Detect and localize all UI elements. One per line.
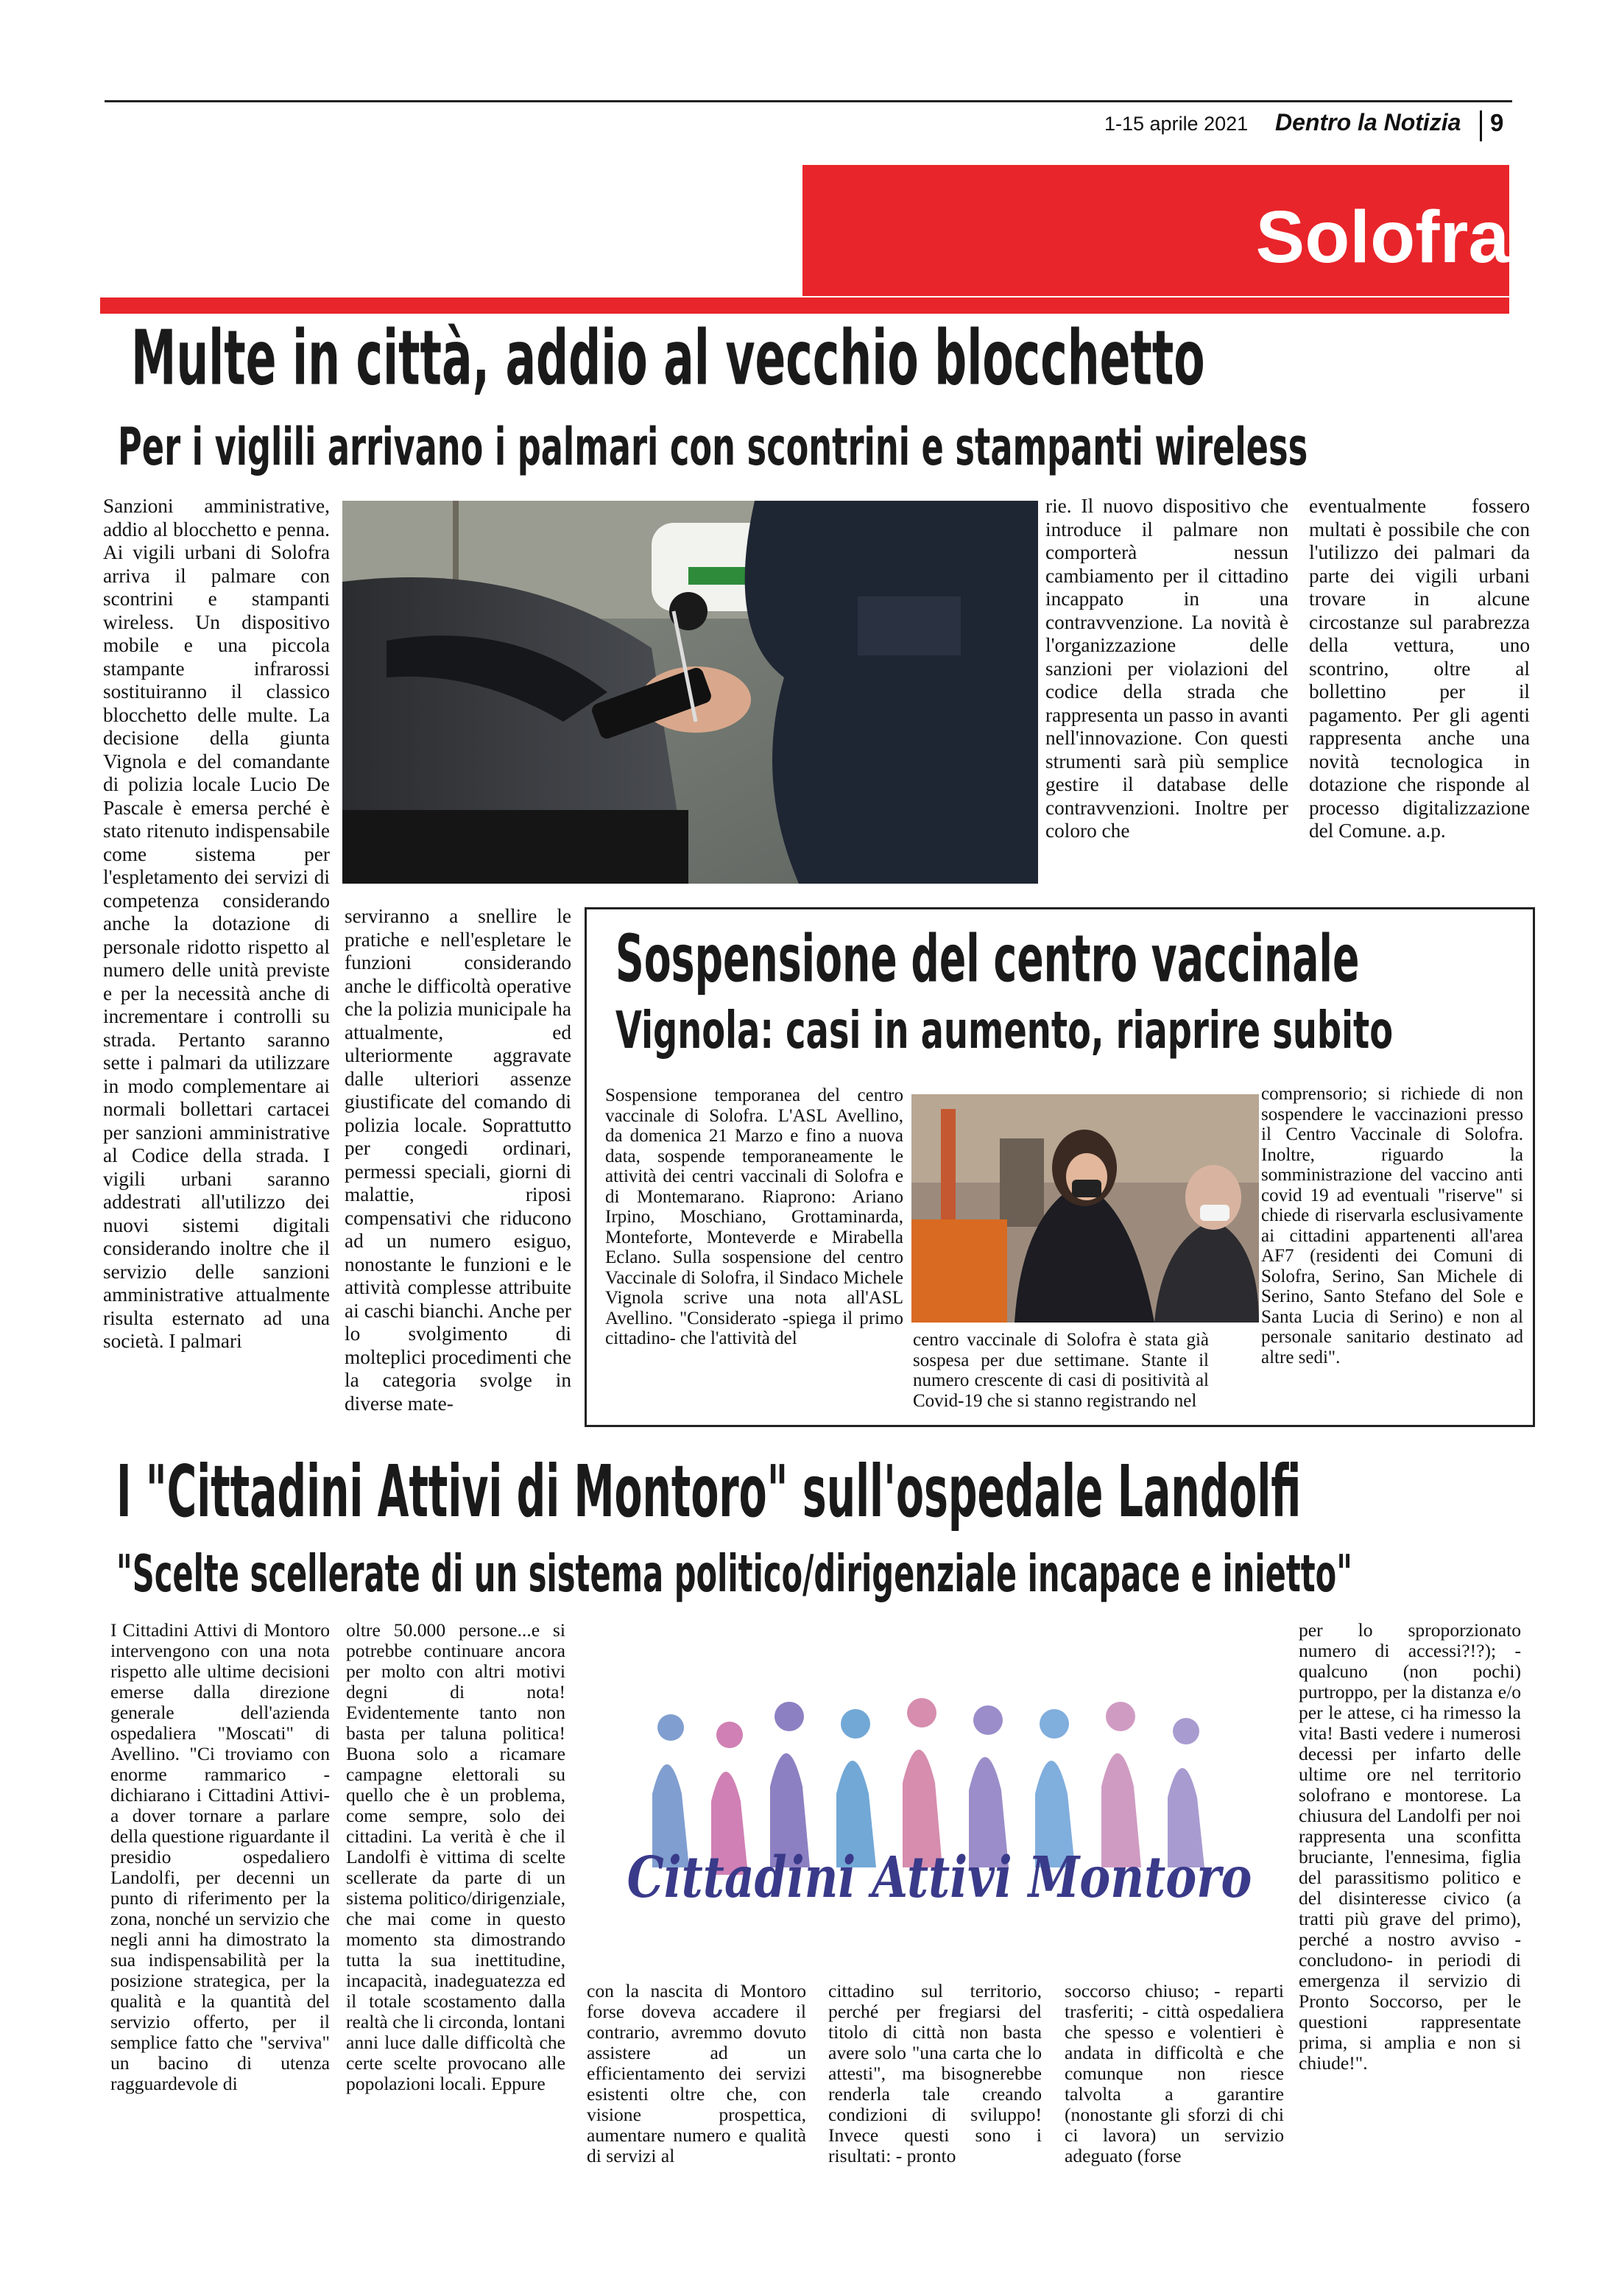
article2-column-1: Sospensione temporanea del centro vaccinale di Solofra. L'ASL Avellino, da domenica 21 Marzo e fino a nuova data, sospende temporaneamente le attività dei centri vaccinali di Solofra e di Montemarano. Riaprono: Ariano Irpino, Moschiano, Grottaminarda, Monteforte, Monteverde e Mirabella Eclano. Sulla sospensione del centro Vaccinale di Solofra, il Sindaco Michele Vignola scrive una nota all'ASL Avellino. "Considerato -spiega il primo cittadino- che l'attività del [605,1085,903,1348]
section-title: Solofra [1255,196,1509,278]
newspaper-name: Dentro la Notizia [1275,109,1461,135]
header-rule [105,100,1512,102]
article1-column-1: Sanzioni amministrative, addio al blocchetto e penna. Ai vigili urbani di Solofra arriva il palmare con scontrini e stampanti wireless. Un dispositivo mobile e una piccola stampante infrarossi sostituiranno il classico blocchetto delle multe. La decisione della giunta Vignola e del comandante di polizia locale Lucio De Pascale è emersa perché è stato ritenuto indispensabile come sistema per l'espletamento dei servizi di competenza considerando anche la dotazione di personale ridotto rispetto al numero delle unità previste e per la necessità anche di incrementare i controlli su strada. Pertanto saranno sette i palmari da utilizzare in modo complementare ai normali bollettari cartacei per sanzioni amministrative al Codice della strada. I vigili urbani saranno addestrati all'utilizzo dei nuovi sistemi digitali considerando inoltre che il servizio delle sanzioni amministrative attualmente risulta esternato ad una società. I palmari [103,495,330,1352]
article1-column-2: serviranno a snellire le pratiche e nell'espletare le funzioni considerando anche le difficoltà operative che la polizia municipale ha attualmente, ed ulteriormente aggravate dalle ulteriori assenze giustificate del comando di polizia locale. Soprattutto per congedi ordinari, permessi speciali, giorni di malattie, riposi compensativi che riducono ad un numero esiguo, nonostante le funzioni e le attività complesse attribuite ai caschi bianchi. Anche per lo svolgimento di molteplici procedimenti che la categoria svolge in diverse mate- [345,905,571,1415]
article1-subtitle: Per i viglili arrivano i palmari con scontrini e stampanti wireless [118,417,1308,478]
article2-title: Sospensione del centro vaccinale [615,922,1360,998]
article2-photo [911,1094,1259,1323]
article1-column-3: rie. Il nuovo dispositivo che introduce il palmare non comporterà nessun cambiamento per il cittadino incappato in una contravvenzione. La novità è l'organizzazione delle sanzioni per violazioni del codice della strada che rappresenta un passo in avanti nell'innovazione. Con questi strumenti sarà più semplice gestire il database delle contravvenzioni. Inoltre per coloro che [1045,495,1288,842]
article1-title: Multe in città, addio al vecchio blocchetto [131,315,1205,403]
article3-column-2: oltre 50.000 persone...e si potrebbe continuare ancora per molto con altri motivi degni di nota! Evidentemente tanto non basta per taluna politica! Buona solo a ricamare campagne elettorali su quello che è un problema, come sempre, solo dei cittadini. La verità è che il Landolfi è vittima di scelte scellerate da parte di un sistema politico/dirigenziale, che mai come in questo momento sta dimostrando tutta la sua inettitudine, incapacità, inadeguatezza ed il totale scostamento dalla realtà che li circonda, lontani anni luce dalle difficoltà che certe scelte provocano alle popolazioni locali. Eppure [346,1619,565,2094]
section-rule [100,297,1509,314]
article1-photo [342,501,1038,884]
issue-date: 1-15 aprile 2021 [1104,113,1249,135]
logo-text: Cittadini Attivi Montoro [627,1843,1252,1911]
article3-column-1: I Cittadini Attivi di Montoro intervengono con una nota rispetto alle ultime decisioni emerse dalla direzione generale dell'azienda ospedaliera "Moscati" di Avellino. "Ci troviamo con enorme rammarico -dichiarano i Cittadini Attivi- a dover tornare a parlare della questione riguardante il presidio ospedaliero Landolfi, per decenni un punto di riferimento per la zona, nonché un servizio che negli anni ha dimostrato la sua indispensabilità per la posizione strategica, per la qualità e la quantità del servizio offerto, per il semplice fatto che "serviva" un bacino di utenza ragguardevole di [110,1619,330,2094]
article3-column-6: per lo sproporzionato numero di accessi?!?); - qualcuno (non pochi) purtroppo, per la distanza e/o per le attese, ci ha rimesso la vita! Basti vedere i numerosi decessi per infarto delle ultime ore nel territorio solofrano e montorese. La chiusura del Landolfi per noi rappresenta una sconfitta bruciante, l'ennesima, figlia del parassitismo politico e del disinteresse civico (a tratti più grave del primo), perché a nostro avviso -concludono- in periodi di emergenza il servizio di Pronto Soccorso, per le questioni rappresentate prima, si amplia e non si chiude!". [1299,1619,1521,2074]
article2-subtitle: Vignola: casi in aumento, riaprire subito [615,1000,1394,1060]
article2-column-2: centro vaccinale di Solofra è stata già sospesa per due settimane. Stante il numero crescente di casi di positività al Covid-19 che si stanno registrando nel [913,1330,1209,1411]
cittadini-attivi-logo [608,1647,1271,1959]
article3-column-3: con la nascita di Montoro forse doveva accadere il contrario, avremmo dovuto assistere ad un efficientamento dei servizi esistenti oltre che, con visione prospettica, aumentare numero e qualità di servizi al [587,1980,806,2166]
article3-title: I "Cittadini Attivi di Montoro" sull'ospedale Landolfi [116,1449,1302,1533]
article3-column-5: soccorso chiuso; - reparti trasferiti; - città ospedaliera che spesso e volentieri è andata in difficoltà e che comunque non riesce talvolta a garantire (nonostante gli sforzi di chi ci lavora) un servizio adeguato (forse [1065,1980,1284,2166]
article2-column-3: comprensorio; si richiede di non sospendere le vaccinazioni presso il Centro Vaccinale di Solofra. Inoltre, riguardo la somministrazione del vaccino anti covid 19 ad eventuali "riserve" si chiede di riservarla esclusivamente ai cittadini appartenenti all'area AF7 (residenti dei Comuni di Solofra, Serino, San Michele di Serino, Santo Stefano del Sole e Santa Lucia di Serino) e non al personale sanitario destinato ad altre sedi". [1261,1084,1523,1367]
article3-subtitle: "Scelte scellerate di un sistema politico/dirigenziale incapace e inietto" [116,1543,1352,1604]
header-separator [1480,110,1482,141]
article3-column-4: cittadino sul territorio, perché per fregiarsi del titolo di città non basta avere solo "una carta che lo attesti", ma bisognerebbe renderla tale creando condizioni di sviluppo! Invece questi sono i risultati: - pronto [828,1980,1042,2166]
article1-column-4: eventualmente fossero multati è possibile che con l'utilizzo dei palmari da parte dei vigili urbani trovare in alcune circostanze sul parabrezza della vettura, uno scontrino, oltre al bollettino per il pagamento. Per gli agenti rappresenta anche una novità tecnologica in dotazione che risponde al processo digitalizzazione del Comune. a.p. [1309,495,1530,842]
page-number: 9 [1490,109,1504,136]
